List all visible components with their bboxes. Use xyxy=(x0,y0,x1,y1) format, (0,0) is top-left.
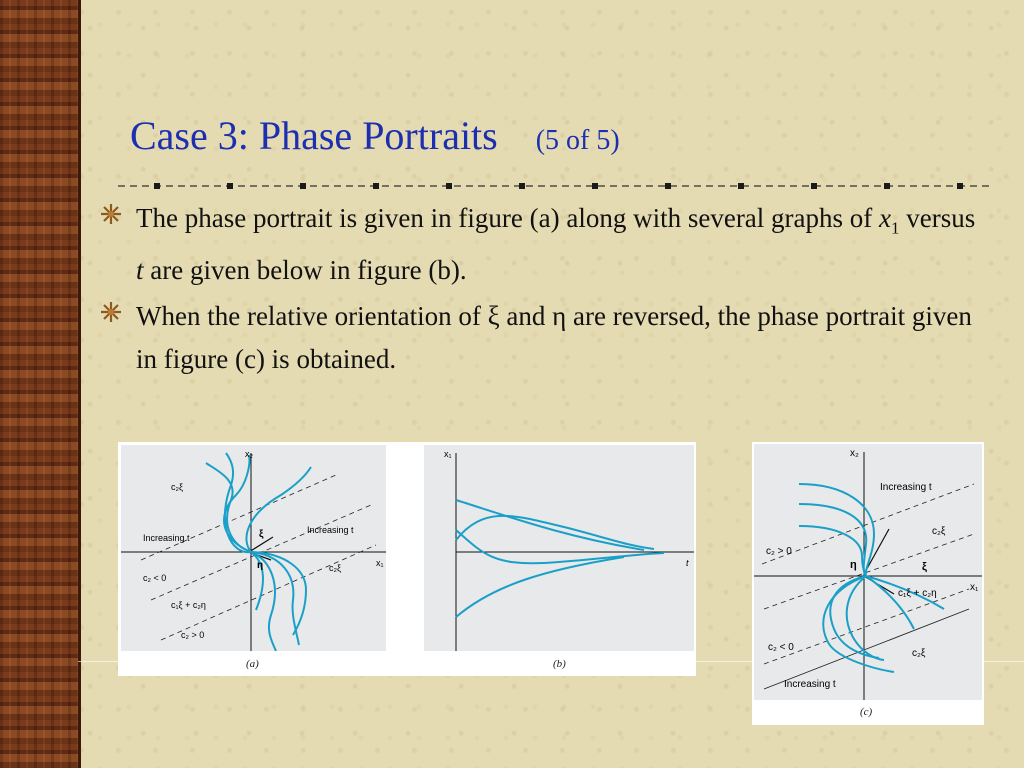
figure-ab-frame xyxy=(118,442,696,676)
fig-c-xi-label: ξ xyxy=(922,561,927,573)
fig-b-x1-label: x₁ xyxy=(444,449,452,459)
title-suffix: (5 of 5) xyxy=(535,125,620,156)
fig-c-c2-lt-0: c₂ < 0 xyxy=(768,642,794,653)
asterisk-bullet-icon xyxy=(100,203,122,225)
fig-c-increasing-bottom: Increasing t xyxy=(784,679,836,690)
figure-c-frame xyxy=(752,442,984,725)
fig-a-x2-label: x₂ xyxy=(245,449,253,459)
divider-dot xyxy=(154,183,160,189)
wood-sidebar xyxy=(0,0,78,768)
fig-c-c2xi-bottom: c₂ξ xyxy=(912,648,926,659)
bullet-1-var-t: t xyxy=(136,255,144,286)
bullet-1-text-c: are given below in figure (b). xyxy=(143,255,467,286)
fig-a-xi-label: ξ xyxy=(259,529,264,540)
asterisk-bullet-icon xyxy=(100,301,122,323)
figure-a-caption: (a) xyxy=(246,658,259,670)
fig-a-c2xi-right: c₂ξ xyxy=(329,563,342,573)
divider-dot xyxy=(665,183,671,189)
fig-a-x1-label: x₁ xyxy=(376,558,384,568)
bullet-list xyxy=(100,197,980,384)
figure-a-diagram xyxy=(121,445,386,651)
fig-c-increasing-top: Increasing t xyxy=(880,482,932,493)
figure-b-caption: (b) xyxy=(553,658,566,670)
fig-a-increasing-right: Increasing t xyxy=(307,525,354,535)
title-text: Case 3: Phase Portraits xyxy=(130,113,498,158)
fig-c-x2-label: x₂ xyxy=(850,448,859,459)
bullet-1-var-x: x xyxy=(879,203,891,233)
fig-c-eta-label: η xyxy=(850,559,857,571)
fig-c-c2-gt-0: c₂ > 0 xyxy=(766,546,792,557)
bullet-1-text-a: The phase portrait is given in figure (a) along with several graphs of xyxy=(136,203,880,233)
divider-dot xyxy=(373,183,379,189)
bullet-2-xi: ξ xyxy=(487,301,500,332)
fig-a-c2xi-label: c₂ξ xyxy=(171,482,184,492)
decorative-divider xyxy=(118,183,990,189)
bullet-2-text-a: When the relative orientation of xyxy=(136,301,488,332)
divider-dot xyxy=(446,183,452,189)
divider-dot xyxy=(811,183,817,189)
slide-title xyxy=(130,112,620,159)
bullet-2-eta: η xyxy=(552,301,567,332)
figure-c-diagram xyxy=(754,444,982,700)
fig-c-combo-label: c₁ξ + c₂η xyxy=(898,588,937,599)
figure-b-diagram xyxy=(424,445,694,651)
divider-dot xyxy=(738,183,744,189)
bullet-2-text-c: are reversed, the phase portrait given in figure (c) is obtained. xyxy=(136,301,972,375)
divider-dot xyxy=(227,183,233,189)
sidebar-edge xyxy=(78,0,81,768)
bullet-2-text-b: and xyxy=(499,301,553,332)
fig-a-c2-gt-0: c₂ > 0 xyxy=(181,630,205,640)
divider-dot xyxy=(957,183,963,189)
fig-a-eta-label: η xyxy=(257,560,264,571)
fig-b-t-label: t xyxy=(686,558,689,568)
divider-dot xyxy=(592,183,598,189)
divider-dot xyxy=(884,183,890,189)
divider-dot xyxy=(300,183,306,189)
bullet-1-text-b: versus xyxy=(899,203,976,233)
fig-a-increasing-left: Increasing t xyxy=(143,533,190,543)
bullet-1-sub: 1 xyxy=(891,218,900,238)
fig-c-c2xi-top: c₂ξ xyxy=(932,526,946,537)
bullet-item-1 xyxy=(100,197,980,292)
fig-a-c2-lt-0: c₂ < 0 xyxy=(143,573,167,583)
fig-c-x1-label: x₁ xyxy=(970,582,979,593)
fig-a-combo-label: c₁ξ + c₂η xyxy=(171,600,206,610)
bullet-item-2 xyxy=(100,295,980,381)
figure-c-caption: (c) xyxy=(860,706,873,718)
divider-dot xyxy=(519,183,525,189)
